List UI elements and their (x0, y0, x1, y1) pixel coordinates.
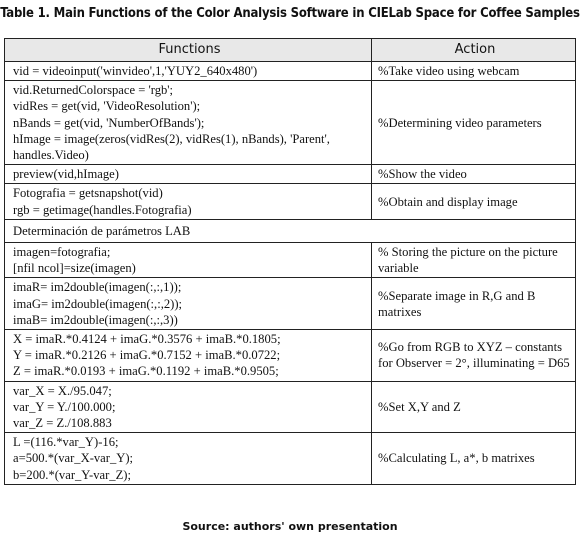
function-cell: Fotografia = getsnapshot(vid) rgb = getimage(handles.Fotografia) (5, 184, 372, 219)
action-cell: %Show the video (372, 165, 576, 184)
section-label: Determinación de parámetros LAB (5, 219, 576, 242)
action-cell: %Take video using webcam (372, 62, 576, 81)
table-row (5, 81, 576, 165)
table-row (5, 219, 576, 242)
table-row (5, 433, 576, 485)
action-cell: %Determining video parameters (372, 81, 576, 165)
table-row (5, 184, 576, 219)
action-cell: %Obtain and display image (372, 184, 576, 219)
function-cell: X = imaR.*0.4124 + imaG.*0.3576 + imaB.*0.1805; Y = imaR.*0.2126 + imaG.*0.7152 + imaB.*0.0722; Z = imaR.*0.0193 + imaG.*0.1192 + imaB.*0.9505; (5, 330, 372, 382)
function-cell: preview(vid,hImage) (5, 165, 372, 184)
table-row (5, 381, 576, 433)
table-row (5, 165, 576, 184)
action-cell: %Calculating L, a*, b matrixes (372, 433, 576, 485)
table-row (5, 243, 576, 278)
action-cell: %Separate image in R,G and B matrixes (372, 278, 576, 330)
functions-table (4, 38, 576, 485)
function-cell: vid.ReturnedColorspace = 'rgb'; vidRes = get(vid, 'VideoResolution'); nBands = get(vid, 'NumberOfBands'); hImage = image(zeros(vidRes(2), vidRes(1), nBands), 'Parent', handles.Video) (5, 81, 372, 165)
action-cell: % Storing the picture on the picture variable (372, 243, 576, 278)
header-action: Action (372, 39, 576, 62)
function-cell: imaR= im2double(imagen(:,:,1)); imaG= im2double(imagen(:,:,2)); imaB= im2double(imagen(:,:,3)) (5, 278, 372, 330)
function-cell: imagen=fotografia; [nfil ncol]=size(imagen) (5, 243, 372, 278)
function-cell: var_X = X./95.047; var_Y = Y./100.000; var_Z = Z./108.883 (5, 381, 372, 433)
header-row (5, 39, 576, 62)
table-row (5, 330, 576, 382)
source-note: Source: authors' own presentation (182, 520, 398, 533)
function-cell: vid = videoinput('winvideo',1,'YUY2_640x480') (5, 62, 372, 81)
header-functions: Functions (5, 39, 372, 62)
action-cell: %Go from RGB to XYZ – constants for Observer = 2°, illuminating = D65 (372, 330, 576, 382)
table-row (5, 278, 576, 330)
action-cell: %Set X,Y and Z (372, 381, 576, 433)
function-cell: L =(116.*var_Y)-16; a=500.*(var_X-var_Y); b=200.*(var_Y-var_Z); (5, 433, 372, 485)
table-row (5, 62, 576, 81)
table-caption: Table 1. Main Functions of the Color Analysis Software in CIELab Space for Coffee Samples (0, 6, 580, 21)
